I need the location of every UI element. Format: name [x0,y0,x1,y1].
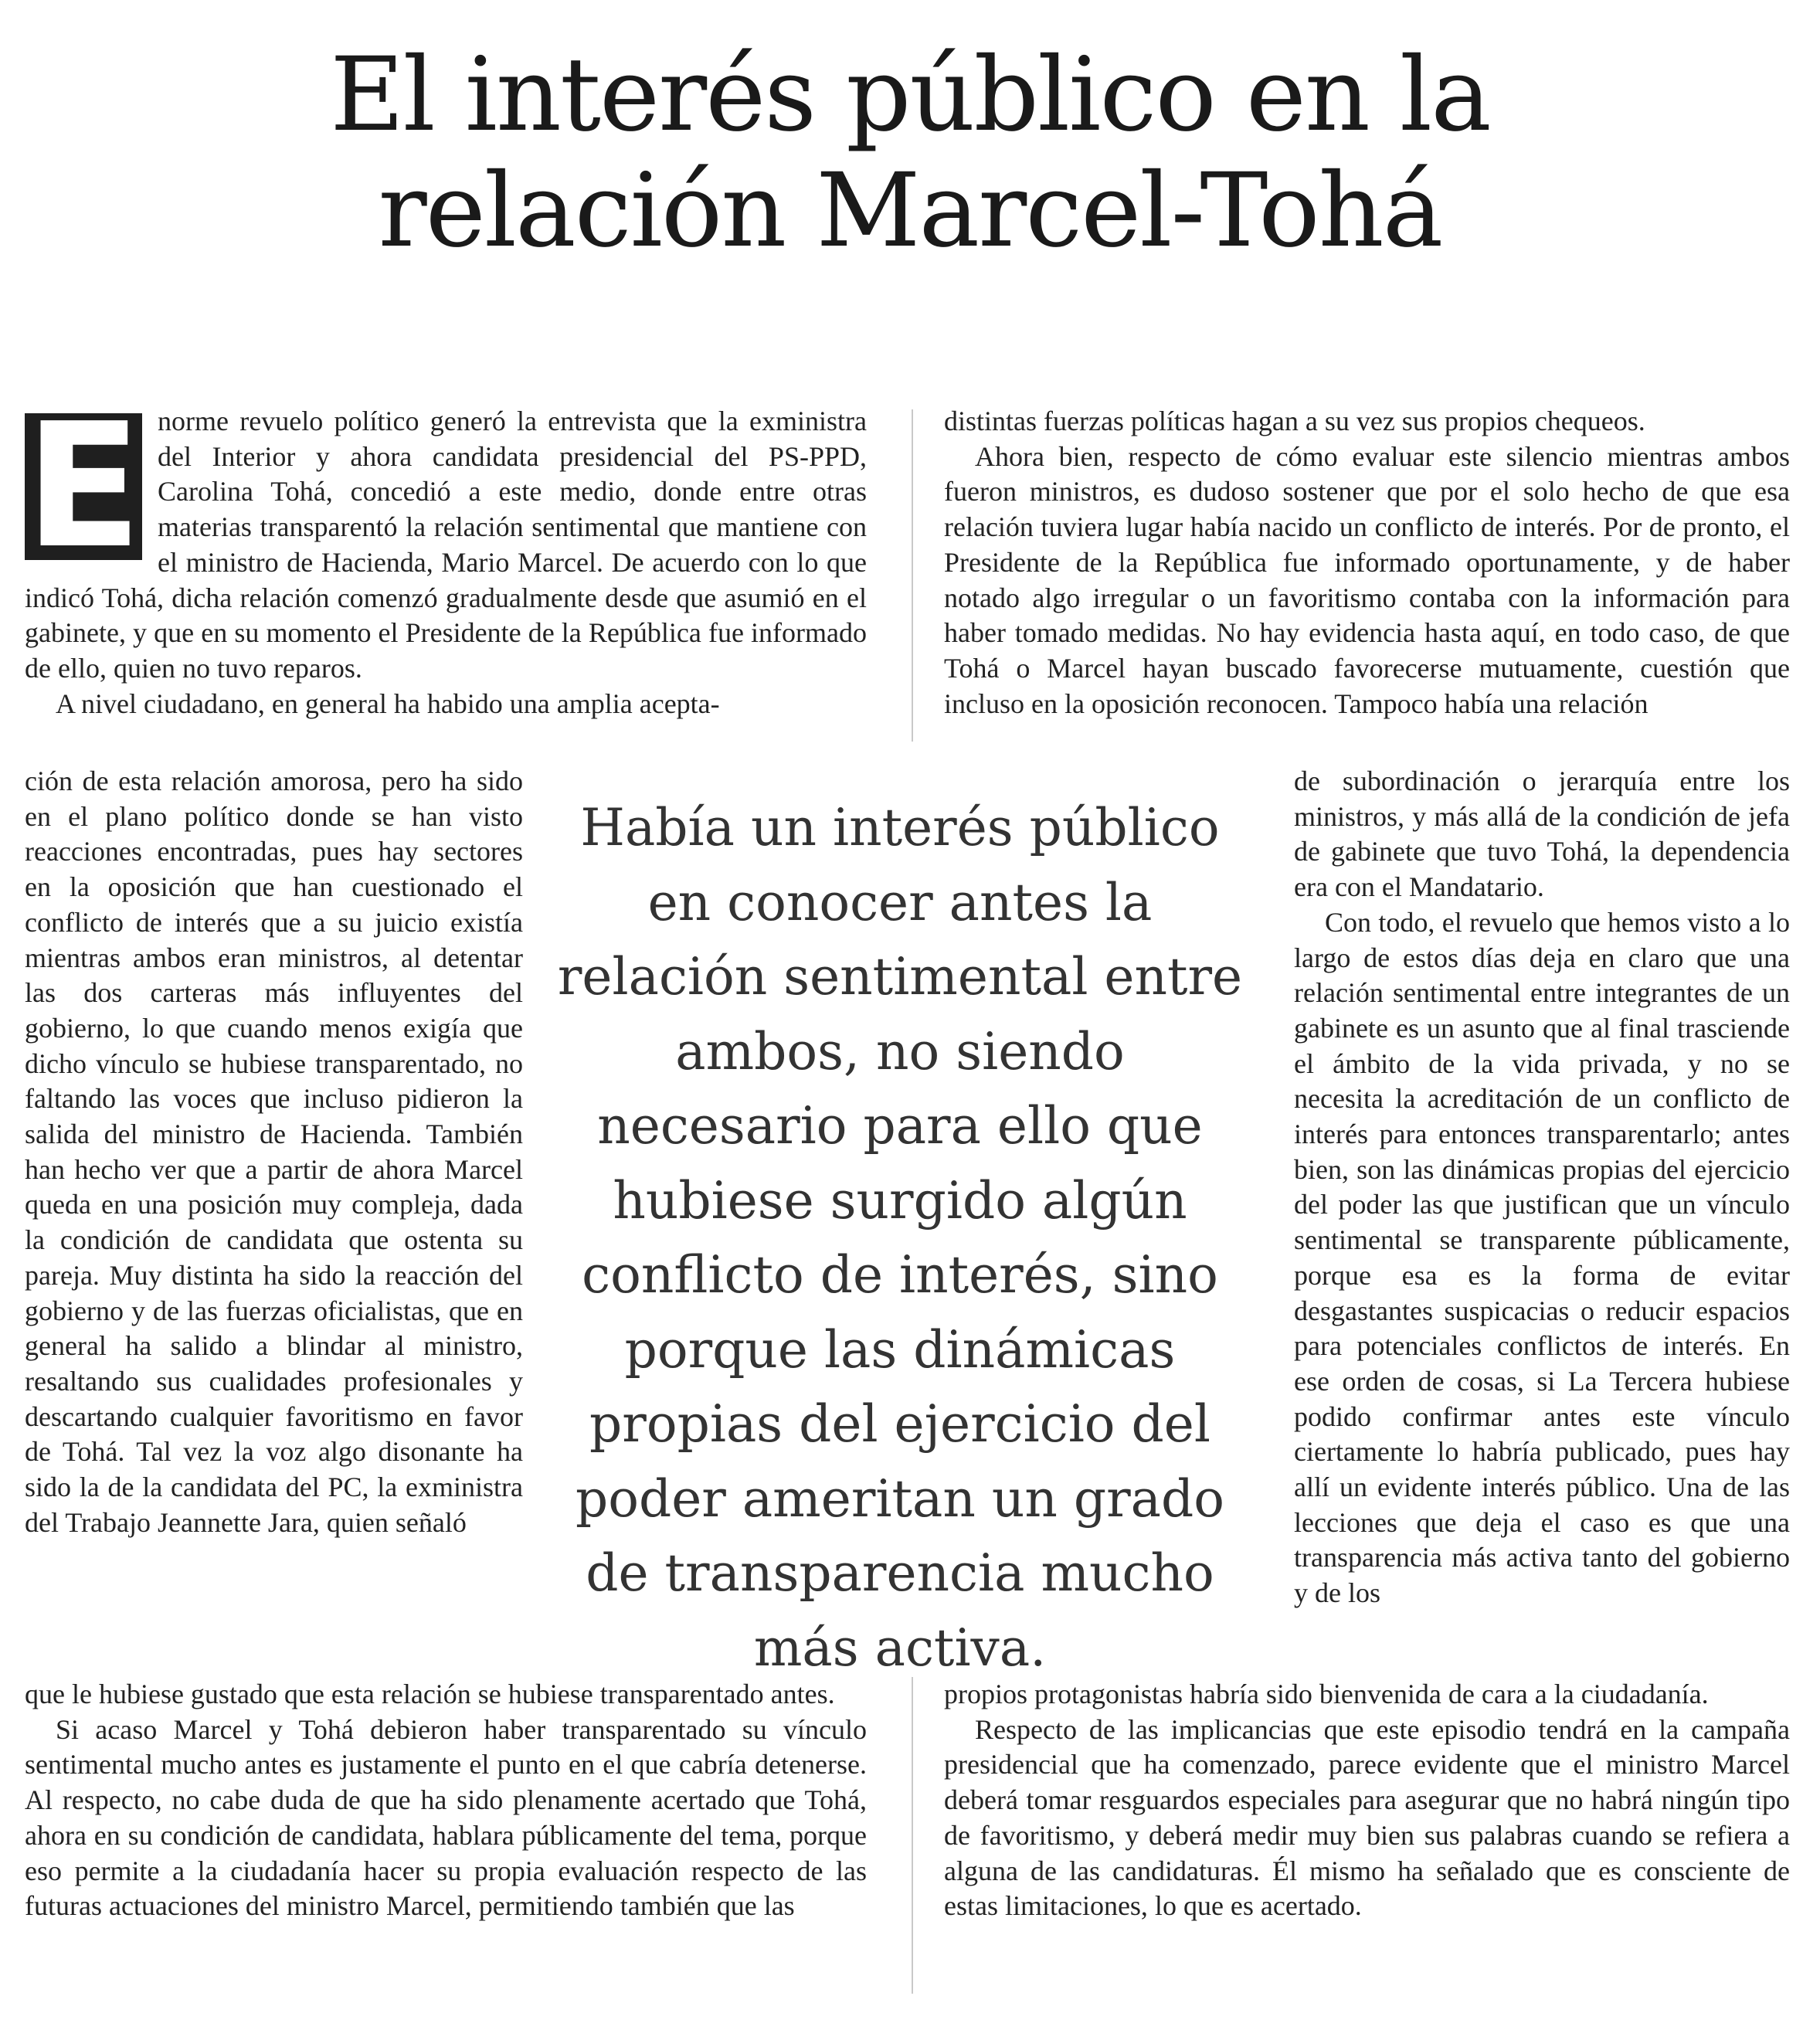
paragraph-6: Con todo, el revuelo que hemos visto a lo largo de estos días deja en claro que una relación sentimental entre integrantes de un gabinete es un asunto que al final trasciende el ámbito de la vida privada, y no se necesita la acreditación de un conflicto de interés para entonces transparentarlo; antes bien, son las dinámicas propias del ejercicio del poder las que justifican que un vínculo sentimental se transparente públicamente, porque esa es la forma de evitar desgastantes suspicacias o reducir espacios para potenciales conflictos de interés. En ese orden de cosas, si La Tercera hubiese podido confirmar antes este vínculo ciertamente lo habría publicado, pues hay allí un evidente interés público. Una de las lecciones que deja el caso es que una transparencia más activa tanto del gobierno y de los [1294,906,1790,1609]
headline-line-1: El interés público en la [330,36,1490,154]
paragraph-6-end: propios protagonistas habría sido bienvenida de cara a la ciudadanía. [944,1679,1709,1709]
paragraph-7: Respecto de las implicancias que este episodio tendrá en la campaña presidencial que ha comenzado, parece evidente que el ministro Marcel deberá tomar resguardos especiales para asegurar que no habrá ningún tipo de favoritismo, y deberá medir muy bien sus palabras cuando se refiera a alguna de las candidaturas. Él mismo ha señalado que es consciente de estas limitaciones, lo que es acertado. [944,1713,1790,1922]
column-divider-bottom [912,1677,913,1994]
drop-cap: E [25,387,142,586]
pull-quote: Había un interés público en conocer antes la relación sentimental entre ambos, no siendo necesario para ello que hubiese surgido algún conflicto de interés, sino porque las dinámicas propias del ejercicio del poder ameritan un grado de transparencia mucho más activa. [557,798,1243,1678]
headline [0,37,1820,269]
right-column-top [944,404,1790,721]
right-column-narrow [1294,764,1790,1611]
paragraph-2-start: A nivel ciudadano, en general ha habido una amplia acepta- [56,687,720,719]
left-column-top [25,387,867,721]
left-column-narrow [25,764,523,1540]
right-column-bottom [944,1677,1790,1924]
column-divider-top [912,409,913,742]
paragraph-2-end: que le hubiese gustado que esta relación se hubiese transparentado antes. [25,1679,835,1709]
headline-line-2: relación Marcel-Tohá [378,151,1442,270]
paragraph-4: distintas fuerzas políticas hagan a su vez sus propios chequeos. [944,406,1645,436]
paragraph-5-start: Ahora bien, respecto de cómo evaluar este silencio mientras ambos fueron ministros, es dudoso sostener que por el solo hecho de que esa relación tuviera lugar había nacido un conflicto de interés. Por de pronto, el Presidente de la República fue informado oportunamente, y de haber notado algo irregular o un favoritismo contaba con la información para haber tomado medidas. No hay evidencia hasta aquí, en todo caso, de que Tohá o Marcel hayan buscado favorecerse mutuamente, cuestión que incluso en la oposición reconocen. Tampoco había una relación [944,440,1790,719]
paragraph-2-middle: ción de esta relación amorosa, pero ha sido en el plano político donde se han visto reacciones encontradas, pues hay sectores en la oposición que han cuestionado el conflicto de interés que a su juicio existía mientras ambos eran ministros, al detentar las dos carteras más influyentes del gobierno, lo que cuando menos exigía que dicho vínculo se hubiese transparentado, no faltando las voces que incluso pidieron la salida del ministro de Hacienda. También han hecho ver que a partir de ahora Marcel queda en una posición muy compleja, dada la condición de candidata que ostenta su pareja. Muy distinta ha sido la reacción del gobierno y de las fuerzas oficialistas, que en general ha salido a blindar al ministro, resaltando sus cualidades profesionales y descartando cualquier favoritismo en favor de Tohá. Tal vez la voz algo disonante ha sido la de la candidata del PC, la exministra del Trabajo Jeannette Jara, quien señaló [25,765,523,1538]
left-column-bottom [25,1677,867,1924]
paragraph-3: Si acaso Marcel y Tohá debieron haber transparentado su vínculo sentimental mucho antes es justamente el punto en el que cabría detenerse. Al respecto, no cabe duda de que ha sido plenamente acertado que Tohá, ahora en su condición de candidata, hablara públicamente del tema, porque eso permite a la ciudadanía hacer su propia evaluación respecto de las futuras actuaciones del ministro Marcel, permitiendo también que las [25,1713,867,1922]
paragraph-1 [25,387,867,687]
paragraph-5-end: de subordinación o jerarquía entre los ministros, y más allá de la condición de jefa de gabinete que tuvo Tohá, la dependencia era con el Mandatario. [1294,765,1790,903]
paragraph-1-text: norme revuelo político generó la entrevista que la exministra del Interior y ahora candidata presidencial del PS-PPD, Carolina Tohá, concedió a este medio, donde entre otras materias transparentó la relación sentimental que mantiene con el ministro de Hacienda, Mario Marcel. De acuerdo con lo que indicó Tohá, dicha relación comenzó gradualmente desde que asumió en el gabinete, y que en su momento el Presidente de la República fue informado de ello, quien no tuvo reparos. [25,406,867,684]
